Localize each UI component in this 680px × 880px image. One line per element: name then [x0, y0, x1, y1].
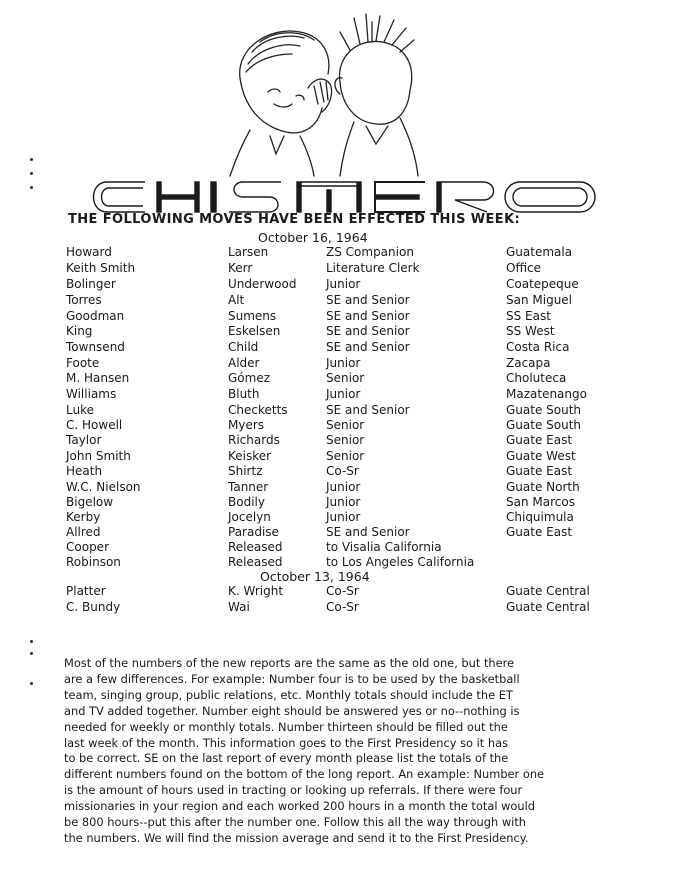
list-item: [0, 525, 680, 541]
missionary-name: Robinson: [66, 555, 121, 569]
companion-name: K. Wright: [228, 584, 284, 598]
area: Guate West: [506, 449, 576, 463]
paragraph-line: is the amount of hours used in tracting or looking up referrals. If there were four: [64, 783, 523, 798]
missionary-name: Allred: [66, 525, 101, 539]
group-date: October 16, 1964: [258, 230, 368, 245]
companion-name: Kerr: [228, 261, 253, 275]
missionary-name: M. Hansen: [66, 371, 130, 385]
report-instructions-paragraph: [64, 656, 624, 847]
assignment: Senior: [326, 371, 365, 385]
area: Choluteca: [506, 371, 567, 385]
area: Chiquimula: [506, 510, 574, 524]
missionary-name: Heath: [66, 464, 103, 478]
missionary-name: Goodman: [66, 309, 125, 323]
list-item: [0, 340, 680, 356]
list-item: [0, 495, 680, 511]
missionary-name: Bolinger: [66, 277, 116, 291]
companion-name: Keisker: [228, 449, 272, 463]
assignment: SE and Senior: [326, 403, 410, 417]
list-item: [0, 277, 680, 293]
area: Guate East: [506, 525, 573, 539]
companion-name: Released: [228, 540, 283, 554]
paragraph-line: last week of the month. This information goes to the First Presidency so it has: [64, 735, 509, 750]
companion-name: Richards: [228, 433, 280, 447]
missionary-name: Bigelow: [66, 495, 114, 509]
paragraph-line: to be correct. SE on the last report of every month please list the totals of the: [64, 751, 509, 766]
binder-dot: [30, 640, 33, 643]
assignment: Junior: [326, 356, 361, 370]
whispering-missionaries-illustration: [200, 8, 440, 178]
paragraph-line: and TV added together. Number eight should be answered yes or no--nothing is: [64, 703, 520, 718]
missionary-name: W.C. Nielson: [66, 480, 141, 494]
paragraph-line: different numbers found on the bottom of the long report. An example: Number one: [64, 767, 545, 782]
paragraph-line: needed for weekly or monthly totals. Number thirteen should be filled out the: [64, 719, 508, 734]
assignment: SE and Senior: [326, 525, 410, 539]
missionary-name: Kerby: [66, 510, 101, 524]
area: SS East: [506, 309, 551, 323]
paragraph-line: Most of the numbers of the new reports are the same as the old one, but there: [64, 656, 515, 670]
binder-dot: [30, 158, 33, 161]
list-item: [0, 464, 680, 480]
list-item: [0, 356, 680, 372]
assignment: Senior: [326, 433, 365, 447]
area: Guatemala: [506, 245, 573, 259]
list-item: [0, 261, 680, 277]
list-item: [0, 418, 680, 434]
area: Guate South: [506, 418, 582, 432]
list-item: [0, 540, 680, 556]
list-item: [0, 293, 680, 309]
paragraph-line: be 800 hours--put this after the number one. Follow this all the way through with: [64, 815, 527, 830]
binder-dot: [30, 682, 33, 685]
companion-name: Underwood: [228, 277, 297, 291]
missionary-name: Torres: [66, 293, 102, 307]
assignment: ZS Companion: [326, 245, 414, 259]
companion-name: Gómez: [228, 371, 271, 385]
companion-name: Tanner: [228, 480, 269, 494]
missionary-name: Taylor: [66, 433, 102, 447]
area: San Marcos: [506, 495, 575, 509]
list-item: [0, 433, 680, 449]
missionary-name: Howard: [66, 245, 112, 259]
assignment: Junior: [326, 387, 361, 401]
missionary-name: King: [66, 324, 93, 338]
paragraph-line: are a few differences. For example: Number four is to be used by the basketball: [64, 671, 520, 686]
assignment: to Los Angeles California: [326, 555, 475, 569]
area: Guate South: [506, 403, 582, 417]
assignment: SE and Senior: [326, 293, 410, 307]
companion-name: Child: [228, 340, 259, 354]
paragraph-line: the numbers. We will find the mission average and send it to the First Presidency.: [64, 830, 529, 845]
companion-name: Sumens: [228, 309, 277, 323]
area: Guate Central: [506, 584, 590, 598]
missionary-name: Platter: [66, 584, 106, 598]
companion-name: Alt: [228, 293, 245, 307]
list-item: [0, 449, 680, 465]
companion-name: Wai: [228, 600, 250, 614]
moves-heading: THE FOLLOWING MOVES HAVE BEEN EFFECTED THIS WEEK:: [68, 212, 521, 227]
companion-name: Alder: [228, 356, 260, 370]
missionary-name: C. Bundy: [66, 600, 121, 614]
companion-name: Bluth: [228, 387, 260, 401]
area: San Miguel: [506, 293, 573, 307]
assignment: Senior: [326, 418, 365, 432]
group-date: October 13, 1964: [260, 569, 370, 584]
area: Guate East: [506, 433, 573, 447]
list-item: [0, 309, 680, 325]
assignment: to Visalia California: [326, 540, 442, 554]
missionary-name: John Smith: [66, 449, 131, 463]
companion-name: Eskelsen: [228, 324, 281, 338]
list-item: [0, 480, 680, 496]
list-item: [0, 555, 680, 571]
list-item: [0, 371, 680, 387]
area: Costa Rica: [506, 340, 570, 354]
area: Zacapa: [506, 356, 551, 370]
companion-name: Myers: [228, 418, 265, 432]
missionary-name: C. Howell: [66, 418, 123, 432]
assignment: Co-Sr: [326, 584, 359, 598]
binder-dot: [30, 172, 33, 175]
paragraph-line: team, singing group, public relations, etc. Monthly totals should include the ET: [64, 687, 513, 702]
missionary-name: Foote: [66, 356, 100, 370]
companion-name: Bodily: [228, 495, 265, 509]
companion-name: Checketts: [228, 403, 288, 417]
area: Mazatenango: [506, 387, 587, 401]
list-item: [0, 510, 680, 526]
companion-name: Shirtz: [228, 464, 263, 478]
companion-name: Paradise: [228, 525, 279, 539]
assignment: SE and Senior: [326, 324, 410, 338]
list-item: [0, 245, 680, 261]
area: Guate Central: [506, 600, 590, 614]
assignment: Junior: [326, 480, 361, 494]
area: Guate East: [506, 464, 573, 478]
assignment: Junior: [326, 495, 361, 509]
missionary-name: Cooper: [66, 540, 109, 554]
area: Office: [506, 261, 542, 275]
assignment: Senior: [326, 449, 365, 463]
companion-name: Released: [228, 555, 283, 569]
list-item: [0, 584, 680, 600]
assignment: Literature Clerk: [326, 261, 420, 275]
list-item: [0, 403, 680, 419]
assignment: Co-Sr: [326, 464, 359, 478]
area: SS West: [506, 324, 555, 338]
missionary-name: Luke: [66, 403, 94, 417]
assignment: SE and Senior: [326, 340, 410, 354]
area: Guate North: [506, 480, 580, 494]
list-item: [0, 600, 680, 616]
assignment: Junior: [326, 277, 361, 291]
list-item: [0, 324, 680, 340]
missionary-name: Townsend: [66, 340, 125, 354]
missionary-name: Keith Smith: [66, 261, 136, 275]
missionary-name: Williams: [66, 387, 117, 401]
companion-name: Larsen: [228, 245, 269, 259]
assignment: Co-Sr: [326, 600, 359, 614]
binder-dot: [30, 652, 33, 655]
assignment: Junior: [326, 510, 361, 524]
paragraph-line: missionaries in your region and each worked 200 hours in a month the total would: [64, 799, 535, 814]
area: Coatepeque: [506, 277, 579, 291]
assignment: SE and Senior: [326, 309, 410, 323]
binder-dot: [30, 186, 33, 189]
list-item: [0, 387, 680, 403]
companion-name: Jocelyn: [228, 510, 271, 524]
